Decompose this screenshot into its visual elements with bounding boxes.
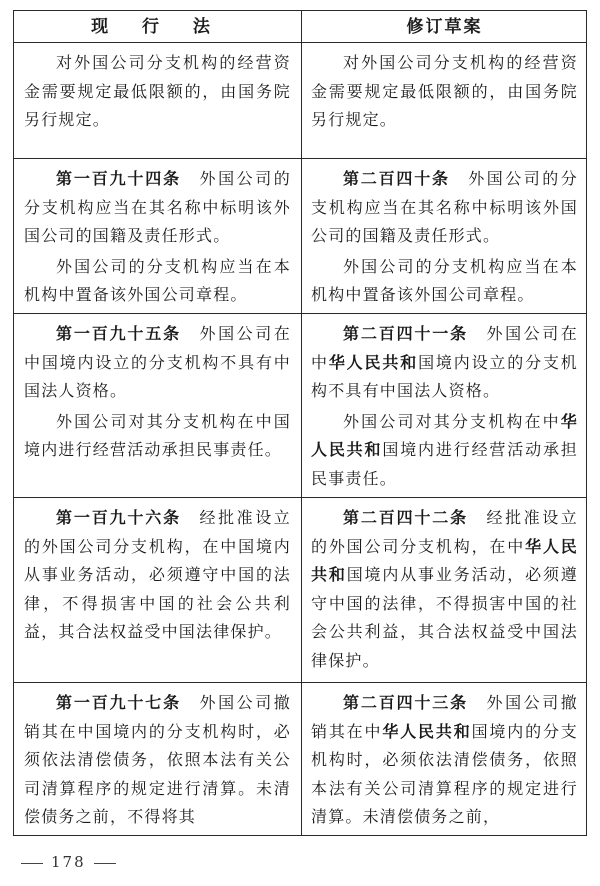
page-footer [13,850,124,874]
paragraph [311,689,578,832]
table-row [14,43,586,159]
text-segment: 外国公司对其分支机构在中国境内进行经营活动承担民事责任。 [24,411,291,459]
article-number: 第二百四十一条 [343,324,468,343]
text-segment: 外国公司撤销其在中国境内的分支机构时，必须依法清偿债务，依照本法有关公司清算程序的规定进行清算。未清偿债务之前，不得将其 [24,693,291,826]
current-law-cell [14,159,301,313]
bold-insertion: 华人民共和 [382,721,472,741]
table-row [14,683,586,837]
table-row [14,314,586,498]
paragraph [24,320,291,406]
paragraph [311,165,578,251]
current-law-cell [14,683,301,837]
text-segment: 国境内设立的分支机构不具有中国法人资格。 [311,352,578,400]
current-law-cell [14,314,301,497]
text-segment: 国境内的分支机构时，必须依法清偿债务，依照本法有关公司清算程序的规定进行清算。未清偿债务之前， [311,721,578,826]
revised-draft-cell [301,683,588,837]
article-number: 第一百九十四条 [56,169,181,188]
text-segment: 经批准设立的外国公司分支机构，在中国境内从事业务活动，必须遵守中国的法律，不得损害中国的社会公共利益，其合法权益受中国法律保护。 [24,508,291,641]
current-law-cell [14,43,301,158]
revised-draft-cell [301,314,588,497]
paragraph [311,504,578,675]
text-segment: 外国公司在中 [311,324,578,372]
page-number: 178 [51,853,86,871]
paragraph [311,320,578,406]
text-segment: 国境内从事业务活动，必须遵守中国的法律，不得损害中国的社会公共利益，其合法权益受中国法律保护。 [311,565,578,670]
header-revised-draft: 修订草案 [406,17,483,37]
text-segment: 经批准设立的外国公司分支机构，在中 [311,508,578,556]
table-header [14,11,586,43]
paragraph [24,49,291,135]
paragraph [24,504,291,647]
bold-insertion: 华人民共和 [311,411,578,459]
paragraph [311,49,578,135]
paragraph [24,689,291,832]
revised-draft-cell [301,159,588,313]
paragraph [24,165,291,251]
article-number: 第一百九十七条 [56,693,181,712]
text-segment: 外国公司对其分支机构在中 [343,411,561,431]
article-number: 第一百九十五条 [56,324,181,343]
text-segment: 外国公司的分支机构应当在其名称中标明该外国公司的国籍及责任形式。 [311,169,578,245]
table-row [14,159,586,314]
text-segment: 外国公司在中国境内设立的分支机构不具有中国法人资格。 [24,324,291,400]
header-current-law: 现 行 法 [91,17,224,37]
paragraph [311,253,578,310]
article-number: 第二百四十二条 [343,508,468,527]
footer-dash-left [21,863,43,864]
text-segment: 外国公司的分支机构应当在其名称中标明该外国公司的国籍及责任形式。 [24,169,291,245]
text-segment: 外国公司的分支机构应当在本机构中置备该外国公司章程。 [24,256,291,304]
text-segment: 外国公司的分支机构应当在本机构中置备该外国公司章程。 [311,256,578,304]
article-number: 第二百四十条 [343,169,450,188]
article-number: 第二百四十三条 [343,693,468,712]
text-segment: 对外国公司分支机构的经营资金需要规定最低限额的，由国务院另行规定。 [311,53,578,129]
text-segment: 对外国公司分支机构的经营资金需要规定最低限额的，由国务院另行规定。 [24,53,291,129]
article-number: 第一百九十六条 [56,508,181,527]
current-law-cell [14,498,301,682]
bold-insertion: 华人民共和 [328,352,419,372]
revised-draft-cell [301,43,588,158]
paragraph [24,408,291,465]
table-row [14,498,586,683]
bold-insertion: 华人民共和 [311,536,578,584]
footer-dash-right [94,863,116,864]
paragraph [311,408,578,494]
paragraph [24,253,291,310]
text-segment: 外国公司撤销其在中 [311,693,578,741]
comparison-table [13,10,587,836]
text-segment: 国境内进行经营活动承担民事责任。 [311,440,578,488]
revised-draft-cell [301,498,588,682]
